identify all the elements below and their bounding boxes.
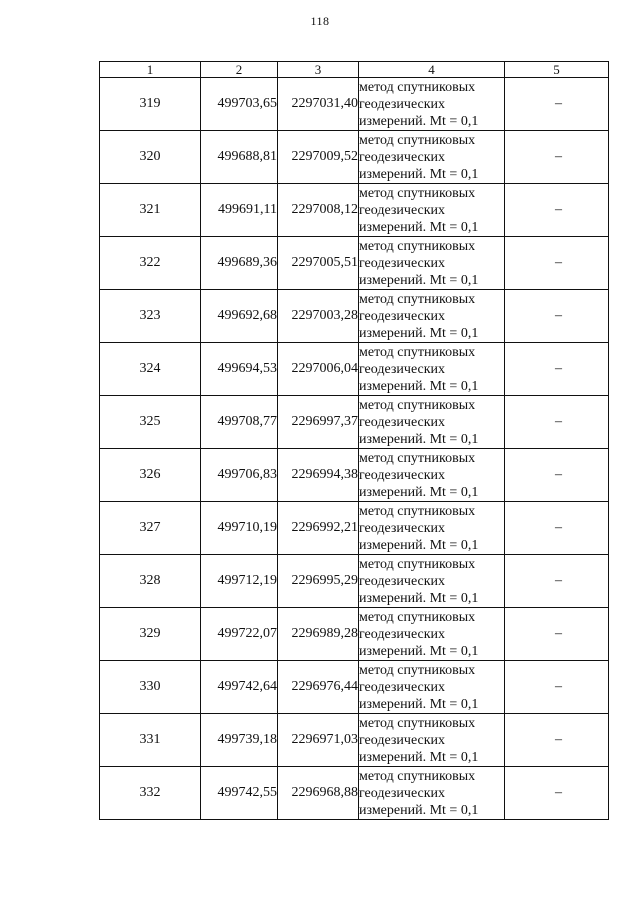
y-coordinate-cell: 2297005,51: [278, 237, 359, 290]
table-row: [100, 184, 609, 237]
note-cell: [505, 555, 609, 608]
note-cell: [505, 237, 609, 290]
note-dash: –: [555, 573, 562, 588]
method-cell: [359, 502, 505, 555]
method-line: метод спутниковых: [359, 185, 476, 201]
point-number-cell: 328: [100, 555, 201, 608]
y-coordinate-cell: 2296971,03: [278, 714, 359, 767]
note-cell: [505, 396, 609, 449]
method-cell: [359, 396, 505, 449]
table-row: [100, 449, 609, 502]
x-coordinate-cell: 499703,65: [201, 78, 278, 131]
method-line: измерений. Mt = 0,1: [359, 749, 479, 765]
method-cell: [359, 555, 505, 608]
table-row: [100, 714, 609, 767]
method-line: измерений. Mt = 0,1: [359, 166, 479, 182]
method-line: метод спутниковых: [359, 662, 476, 678]
method-cell: [359, 608, 505, 661]
x-coordinate-cell: 499742,55: [201, 767, 278, 820]
note-cell: [505, 661, 609, 714]
method-line: геодезических: [359, 467, 446, 483]
y-coordinate-cell: 2296995,29: [278, 555, 359, 608]
method-line: измерений. Mt = 0,1: [359, 590, 479, 606]
method-line: измерений. Mt = 0,1: [359, 325, 479, 341]
x-coordinate-cell: 499742,64: [201, 661, 278, 714]
x-coordinate-cell: 499688,81: [201, 131, 278, 184]
method-line: метод спутниковых: [359, 503, 476, 519]
column-header: 2: [201, 62, 278, 78]
method-line: геодезических: [359, 202, 446, 218]
table-row: [100, 131, 609, 184]
x-coordinate-cell: 499706,83: [201, 449, 278, 502]
coordinates-table: [99, 61, 609, 820]
note-dash: –: [555, 361, 562, 376]
method-cell: [359, 184, 505, 237]
point-number-cell: 324: [100, 343, 201, 396]
note-dash: –: [555, 626, 562, 641]
method-line: метод спутниковых: [359, 344, 476, 360]
method-cell: [359, 290, 505, 343]
note-cell: [505, 449, 609, 502]
method-line: метод спутниковых: [359, 397, 476, 413]
x-coordinate-cell: 499708,77: [201, 396, 278, 449]
method-line: метод спутниковых: [359, 609, 476, 625]
column-header: 3: [278, 62, 359, 78]
method-line: измерений. Mt = 0,1: [359, 537, 479, 553]
note-cell: [505, 608, 609, 661]
method-cell: [359, 714, 505, 767]
point-number-cell: 331: [100, 714, 201, 767]
method-line: измерений. Mt = 0,1: [359, 113, 479, 129]
method-line: геодезических: [359, 96, 446, 112]
method-line: метод спутниковых: [359, 132, 476, 148]
point-number-cell: 329: [100, 608, 201, 661]
note-cell: [505, 502, 609, 555]
method-line: измерений. Mt = 0,1: [359, 802, 479, 818]
note-dash: –: [555, 308, 562, 323]
method-line: измерений. Mt = 0,1: [359, 219, 479, 235]
point-number-cell: 326: [100, 449, 201, 502]
column-header: 5: [505, 62, 609, 78]
note-cell: [505, 767, 609, 820]
method-line: метод спутниковых: [359, 79, 476, 95]
y-coordinate-cell: 2296994,38: [278, 449, 359, 502]
x-coordinate-cell: 499722,07: [201, 608, 278, 661]
method-line: геодезических: [359, 626, 446, 642]
table-row: [100, 343, 609, 396]
point-number-cell: 319: [100, 78, 201, 131]
method-line: метод спутниковых: [359, 715, 476, 731]
method-line: геодезических: [359, 308, 446, 324]
note-cell: [505, 343, 609, 396]
method-line: метод спутниковых: [359, 238, 476, 254]
note-cell: [505, 714, 609, 767]
note-cell: [505, 290, 609, 343]
method-line: геодезических: [359, 785, 446, 801]
point-number-cell: 322: [100, 237, 201, 290]
point-number-cell: 321: [100, 184, 201, 237]
table-row: [100, 78, 609, 131]
method-line: измерений. Mt = 0,1: [359, 643, 479, 659]
method-line: измерений. Mt = 0,1: [359, 272, 479, 288]
x-coordinate-cell: 499694,53: [201, 343, 278, 396]
note-dash: –: [555, 149, 562, 164]
method-line: метод спутниковых: [359, 556, 476, 572]
note-dash: –: [555, 467, 562, 482]
point-number-cell: 323: [100, 290, 201, 343]
x-coordinate-cell: 499689,36: [201, 237, 278, 290]
note-dash: –: [555, 255, 562, 270]
method-line: геодезических: [359, 361, 446, 377]
note-dash: –: [555, 414, 562, 429]
y-coordinate-cell: 2296976,44: [278, 661, 359, 714]
note-cell: [505, 184, 609, 237]
note-cell: [505, 78, 609, 131]
y-coordinate-cell: 2297008,12: [278, 184, 359, 237]
method-cell: [359, 131, 505, 184]
method-cell: [359, 343, 505, 396]
method-line: геодезических: [359, 255, 446, 271]
method-cell: [359, 661, 505, 714]
y-coordinate-cell: 2296989,28: [278, 608, 359, 661]
method-cell: [359, 767, 505, 820]
table-row: [100, 767, 609, 820]
table-row: [100, 661, 609, 714]
note-dash: –: [555, 96, 562, 111]
note-dash: –: [555, 679, 562, 694]
method-line: метод спутниковых: [359, 291, 476, 307]
y-coordinate-cell: 2296968,88: [278, 767, 359, 820]
method-line: измерений. Mt = 0,1: [359, 378, 479, 394]
table-row: [100, 608, 609, 661]
note-dash: –: [555, 732, 562, 747]
column-header: 4: [359, 62, 505, 78]
table-row: [100, 555, 609, 608]
point-number-cell: 327: [100, 502, 201, 555]
method-line: геодезических: [359, 520, 446, 536]
x-coordinate-cell: 499692,68: [201, 290, 278, 343]
y-coordinate-cell: 2297009,52: [278, 131, 359, 184]
y-coordinate-cell: 2296992,21: [278, 502, 359, 555]
table-row: [100, 396, 609, 449]
y-coordinate-cell: 2297031,40: [278, 78, 359, 131]
point-number-cell: 325: [100, 396, 201, 449]
x-coordinate-cell: 499710,19: [201, 502, 278, 555]
column-header: 1: [100, 62, 201, 78]
x-coordinate-cell: 499739,18: [201, 714, 278, 767]
page-number: 118: [310, 14, 330, 28]
y-coordinate-cell: 2296997,37: [278, 396, 359, 449]
method-line: измерений. Mt = 0,1: [359, 431, 479, 447]
method-cell: [359, 78, 505, 131]
y-coordinate-cell: 2297006,04: [278, 343, 359, 396]
method-cell: [359, 237, 505, 290]
method-line: измерений. Mt = 0,1: [359, 484, 479, 500]
point-number-cell: 332: [100, 767, 201, 820]
method-line: измерений. Mt = 0,1: [359, 696, 479, 712]
x-coordinate-cell: 499691,11: [201, 184, 278, 237]
table-row: [100, 502, 609, 555]
table-row: [100, 290, 609, 343]
note-dash: –: [555, 202, 562, 217]
note-dash: –: [555, 785, 562, 800]
method-line: геодезических: [359, 414, 446, 430]
method-line: метод спутниковых: [359, 450, 476, 466]
method-line: геодезических: [359, 149, 446, 165]
table-body: [100, 78, 609, 820]
method-cell: [359, 449, 505, 502]
point-number-cell: 330: [100, 661, 201, 714]
method-line: метод спутниковых: [359, 768, 476, 784]
method-line: геодезических: [359, 732, 446, 748]
method-line: геодезических: [359, 573, 446, 589]
table-header-row: [100, 62, 609, 78]
method-line: геодезических: [359, 679, 446, 695]
x-coordinate-cell: 499712,19: [201, 555, 278, 608]
note-dash: –: [555, 520, 562, 535]
table-row: [100, 237, 609, 290]
y-coordinate-cell: 2297003,28: [278, 290, 359, 343]
point-number-cell: 320: [100, 131, 201, 184]
note-cell: [505, 131, 609, 184]
